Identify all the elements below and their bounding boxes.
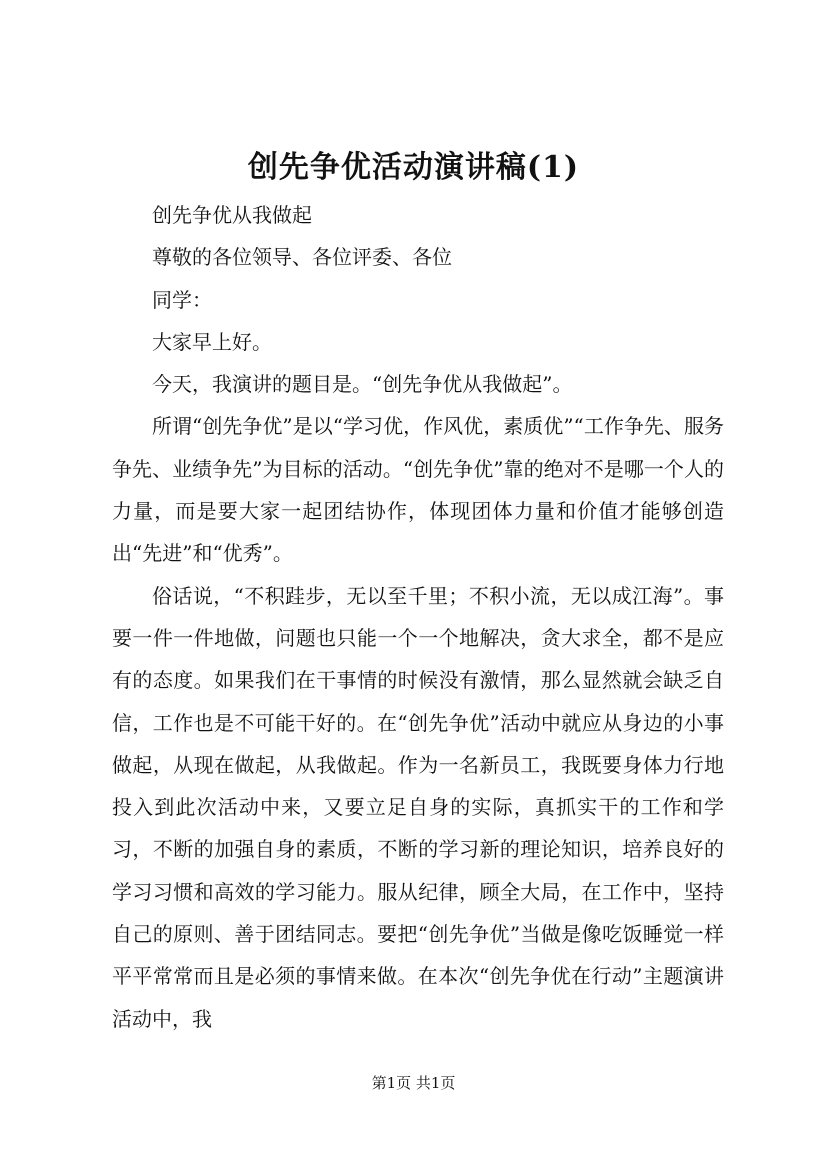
page-number-footer: 第1页 共1页 bbox=[371, 1074, 456, 1092]
document-title: 创先争优活动演讲稿(1) bbox=[247, 150, 580, 185]
paragraph-subtitle: 创先争优从我做起 bbox=[152, 203, 312, 227]
paragraph-definition: 所谓“创先争优”是以“学习优，作风优，素质优”“工作争先、服务争先、业绩争先”为目标的活动。“创先争优”靠的绝对不是哪一个人的力量，而是要大家一起团结协作，体现团体力量和价值才能够创造出“先进”和“优秀”。 bbox=[112, 414, 724, 566]
document-body bbox=[112, 194, 724, 1040]
paragraph-topic: 今天，我演讲的题目是。“创先争优从我做起”。 bbox=[152, 372, 573, 397]
paragraph-salutation: 尊敬的各位领导、各位评委、各位 bbox=[152, 245, 452, 270]
paragraph-salutation-cont: 同学： bbox=[152, 287, 212, 312]
paragraph-greeting: 大家早上好。 bbox=[152, 329, 272, 354]
paragraph-proverb: 俗话说，“不积跬步，无以至千里；不积小流，无以成江海”。事要一件一件地做，问题也只能一个一个地解决，贪大求全，都不是应有的态度。如果我们在干事情的时候没有激情，那么显然就会缺乏自信，工作也是不可能干好的。在“创先争优”活动中就应从身边的小事做起，从现在做起，从我做起。作为一名新员工，我既要身体力行地投入到此次活动中来，又要立足自身的实际，真抓实干的工作和学习，不断的加强自身的素质，不断的学习新的理论知识，培养良好的学习习惯和高效的学习能力。服从纪律，顾全大局，在工作中，坚持自己的原则、善于团结同志。要把“创先争优”当做是像吃饭睡觉一样平平常常而且是必须的事情来做。在本次“创先争优在行动”主题演讲活动中，我 bbox=[112, 583, 724, 1031]
